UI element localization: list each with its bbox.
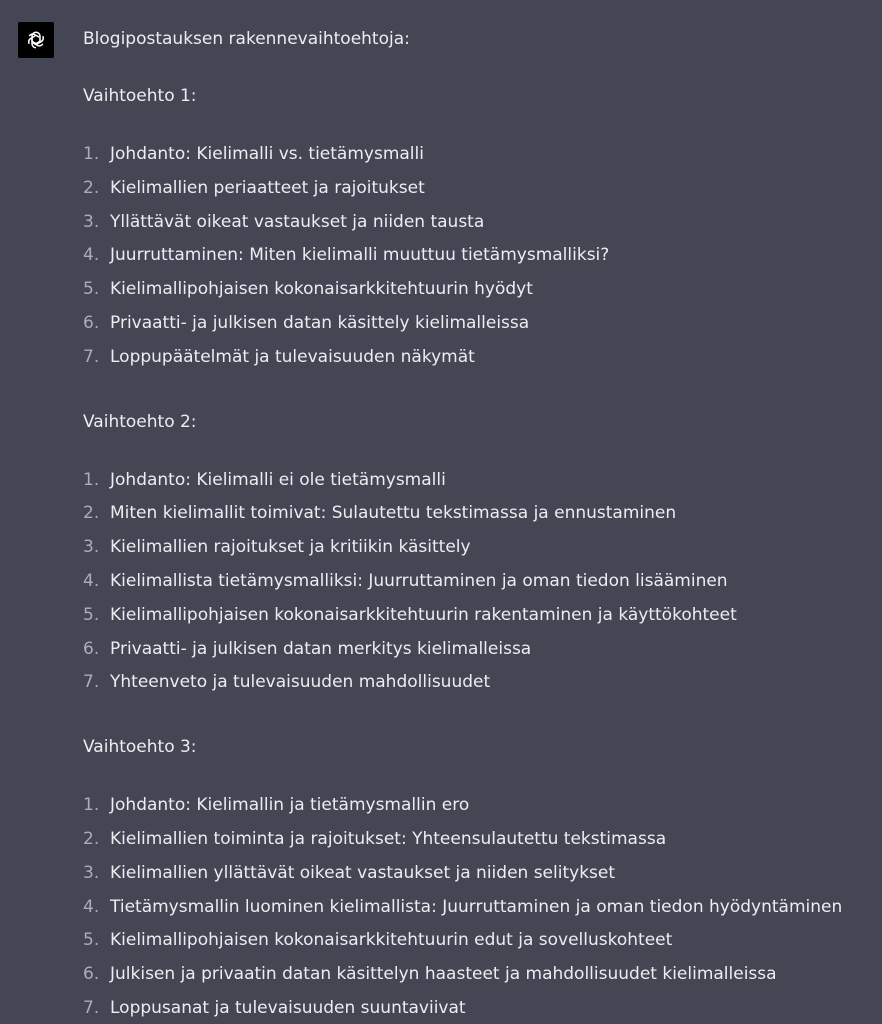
list-number: 3.	[83, 211, 100, 232]
list-text: Loppupäätelmät ja tulevaisuuden näkymät	[110, 346, 475, 367]
list-number: 6.	[83, 964, 100, 985]
list-number: 6.	[83, 638, 100, 659]
list-item	[83, 467, 873, 501]
list-item	[83, 568, 873, 602]
message-intro: Blogipostauksen rakennevaihtoehtoja:	[83, 29, 410, 49]
list-text: Tietämysmallin luominen kielimallista: Juurruttaminen ja oman tiedon hyödyntäminen	[110, 896, 843, 917]
list-number: 2.	[83, 503, 100, 524]
list-text: Johdanto: Kielimalli ei ole tietämysmalli	[110, 469, 446, 490]
option-heading: Vaihtoehto 2:	[83, 411, 197, 432]
list-item	[83, 669, 873, 703]
list-number: 3.	[83, 862, 100, 883]
list-item	[83, 860, 873, 894]
list-text: Julkisen ja privaatin datan käsittelyn haasteet ja mahdollisuudet kielimalleissa	[110, 964, 777, 985]
list-text: Johdanto: Kielimallin ja tietämysmallin ero	[110, 795, 470, 816]
list-item	[83, 276, 873, 310]
list-text: Kielimallipohjaisen kokonaisarkkitehtuurin hyödyt	[110, 279, 533, 300]
list-number: 7.	[83, 997, 100, 1018]
list-text: Yllättävät oikeat vastaukset ja niiden tausta	[110, 211, 485, 232]
option-list	[83, 141, 873, 378]
list-item	[83, 534, 873, 568]
list-item	[83, 894, 873, 928]
list-text: Yhteenveto ja tulevaisuuden mahdollisuudet	[110, 672, 491, 693]
assistant-message	[83, 26, 873, 1024]
list-text: Kielimallista tietämysmalliksi: Juurruttaminen ja oman tiedon lisääminen	[110, 570, 728, 591]
list-number: 7.	[83, 346, 100, 367]
list-item	[83, 344, 873, 378]
list-item	[83, 927, 873, 961]
list-item	[83, 995, 873, 1024]
option-heading: Vaihtoehto 3:	[83, 737, 197, 758]
list-number: 2.	[83, 828, 100, 849]
list-item	[83, 792, 873, 826]
list-item	[83, 500, 873, 534]
list-number: 6.	[83, 312, 100, 333]
list-item	[83, 141, 873, 175]
list-number: 2.	[83, 177, 100, 198]
option-list	[83, 792, 873, 1024]
list-number: 7.	[83, 672, 100, 693]
list-item	[83, 310, 873, 344]
list-text: Privaatti- ja julkisen datan käsittely kielimalleissa	[110, 312, 530, 333]
list-item	[83, 961, 873, 995]
list-number: 1.	[83, 469, 100, 490]
list-text: Kielimallien rajoitukset ja kritiikin käsittely	[110, 537, 471, 558]
list-item	[83, 636, 873, 670]
list-number: 5.	[83, 604, 100, 625]
list-text: Juurruttaminen: Miten kielimalli muuttuu tietämysmalliksi?	[110, 245, 610, 266]
list-text: Johdanto: Kielimalli vs. tietämysmalli	[110, 144, 424, 164]
list-item	[83, 175, 873, 209]
list-item	[83, 209, 873, 243]
openai-logo-icon	[23, 27, 49, 53]
list-number: 4.	[83, 570, 100, 591]
option-heading: Vaihtoehto 1:	[83, 86, 197, 106]
list-item	[83, 242, 873, 276]
assistant-avatar	[18, 22, 54, 58]
list-number: 4.	[83, 896, 100, 917]
list-text: Kielimallien periaatteet ja rajoitukset	[110, 177, 425, 198]
list-item	[83, 602, 873, 636]
list-text: Privaatti- ja julkisen datan merkitys kielimalleissa	[110, 638, 532, 659]
list-text: Loppusanat ja tulevaisuuden suuntaviivat	[110, 997, 466, 1018]
list-text: Kielimallipohjaisen kokonaisarkkitehtuurin rakentaminen ja käyttökohteet	[110, 604, 737, 625]
list-number: 1.	[83, 795, 100, 816]
option-list	[83, 467, 873, 704]
list-text: Miten kielimallit toimivat: Sulautettu tekstimassa ja ennustaminen	[110, 503, 677, 524]
list-number: 3.	[83, 537, 100, 558]
list-text: Kielimallien yllättävät oikeat vastaukset ja niiden selitykset	[110, 862, 616, 883]
list-number: 4.	[83, 245, 100, 266]
list-number: 1.	[83, 144, 100, 164]
list-item	[83, 826, 873, 860]
list-number: 5.	[83, 930, 100, 951]
list-text: Kielimallipohjaisen kokonaisarkkitehtuurin edut ja sovelluskohteet	[110, 930, 673, 951]
list-number: 5.	[83, 279, 100, 300]
list-text: Kielimallien toiminta ja rajoitukset: Yhteensulautettu tekstimassa	[110, 828, 667, 849]
